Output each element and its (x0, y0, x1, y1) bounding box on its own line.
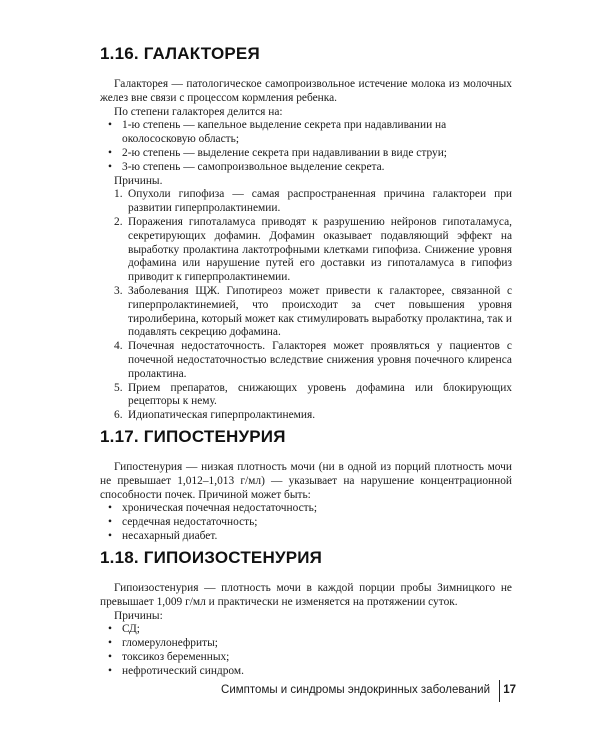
bullet-icon: • (108, 146, 112, 159)
definition-paragraph: Гипостенурия — низкая плотность мочи (ни в одной из порций плотность мочи не превышает 1,012–1,013 г/мл) — указывает на нарушение концентрационной способности почек. Причиной может быть: (100, 461, 512, 501)
list-item: • 2-ю степень — выделение секрета при надавливании в виде струи; (108, 146, 447, 159)
footer-divider (499, 680, 500, 702)
definition-paragraph: Гипоизостенурия — плотность мочи в каждой порции пробы Зимницкого не превышает 1,009 г/мл и практически не изменяется на протяжении суток. (100, 582, 512, 608)
bullet-icon: • (108, 664, 112, 677)
list-item: 4. Почечная недостаточность. Галакторея может проявляться у пациентов с почечной недостаточностью вследствие снижения уровня почечного клиренса пролактина. (114, 340, 512, 380)
list-item: 1. Опухоли гипофиза — самая распространенная причина галактореи при развитии гиперпролактинемии. (114, 188, 512, 215)
list-item: 2. Поражения гипоталамуса приводят к разрушению нейронов гипоталамуса, секретирующих дофамин. Дофамин оказывает подавляющий эффект на выработку пролактина лактотрофными клетками гипофиза. Снижение уровня дофамина или нарушение путей его доставки из гипоталамуса в гипофиз приводит к гиперпролактинемии. (114, 215, 512, 284)
bullet-icon: • (108, 119, 112, 132)
bullet-icon: • (108, 516, 112, 529)
causes-lead: Причины. (114, 174, 163, 187)
bullet-icon: • (108, 623, 112, 636)
causes-list (100, 188, 512, 423)
list-item: • хроническая почечная недостаточность; (108, 502, 318, 515)
bullet-icon: • (108, 650, 112, 663)
section-hypoisosthenuria (100, 548, 512, 679)
running-title: Симптомы и синдромы эндокринных заболеваний (221, 684, 490, 696)
list-item: 3. Заболевания ЩЖ. Гипотиреоз может привести к галакторее, связанной с гиперпролактинемией, что происходит за счет повышения уровня тиролиберина, который может как стимулировать выработку пролактина, так и подавлять секрецию дофамина. (114, 284, 512, 339)
list-item: • нефротический синдром. (108, 664, 244, 677)
section-galactorrhea (100, 44, 512, 423)
section-heading: 1.18. ГИПОИЗОСТЕНУРИЯ (100, 548, 323, 567)
section-heading: 1.16. ГАЛАКТОРЕЯ (100, 44, 260, 63)
section-heading: 1.17. ГИПОСТЕНУРИЯ (100, 427, 286, 446)
list-item: 5. Прием препаратов, снижающих уровень дофамина или блокирующих рецепторы к нему. (114, 381, 512, 408)
bullet-icon: • (108, 160, 112, 173)
section-hyposthenuria (100, 427, 512, 544)
bullet-icon: • (108, 502, 112, 515)
degrees-lead: По степени галакторея делится на: (114, 105, 283, 118)
causes-list (100, 502, 512, 543)
list-item: 6. Идиопатическая гиперпролактинемия. (114, 409, 316, 422)
causes-list (100, 623, 512, 678)
page-footer (221, 680, 538, 702)
list-item: • СД; (108, 623, 140, 636)
page-number: 17 (503, 684, 516, 696)
bullet-icon: • (108, 529, 112, 542)
definition-paragraph: Галакторея — патологическое самопроизвольное истечение молока из молочных желез вне связи с процессом кормления ребенка. (100, 78, 512, 104)
list-item: • несахарный диабет. (108, 529, 218, 542)
list-item: • гломерулонефриты; (108, 637, 218, 650)
list-item: • токсикоз беременных; (108, 650, 230, 663)
degrees-list (100, 119, 512, 174)
list-item: • 1-ю степень — капельное выделение секрета при надавливании на околососковую область; (108, 119, 447, 146)
causes-lead: Причины: (114, 609, 163, 622)
bullet-icon: • (108, 637, 112, 650)
list-item: • сердечная недостаточность; (108, 516, 258, 529)
list-item: • 3-ю степень — самопроизвольное выделение секрета. (108, 160, 385, 173)
